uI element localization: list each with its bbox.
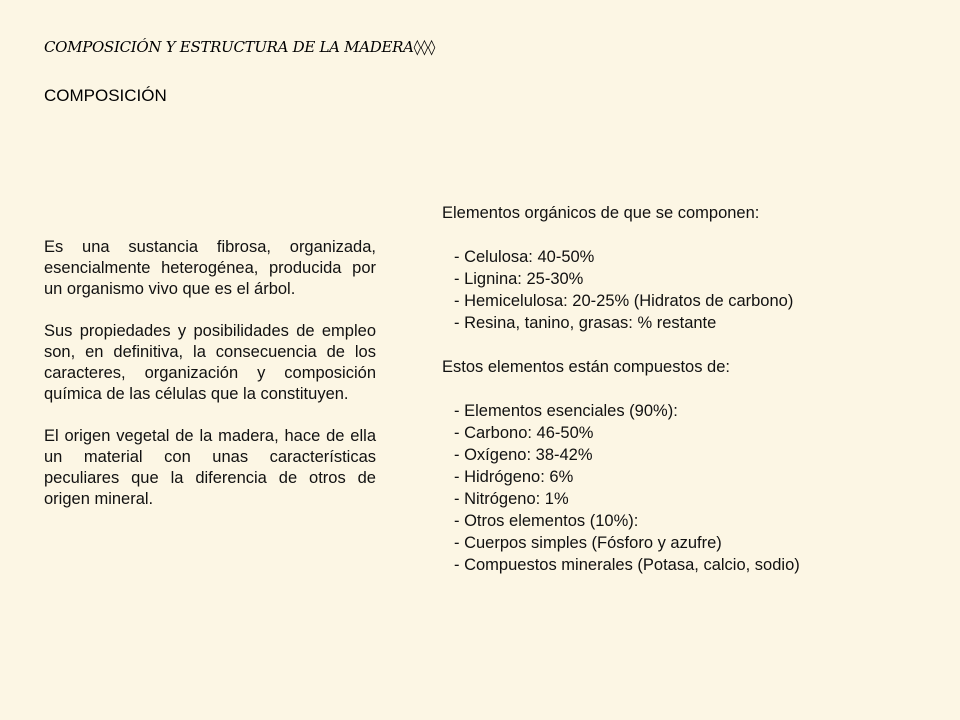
list-item: - Hemicelulosa: 20-25% (Hidratos de carbono) bbox=[454, 290, 952, 312]
list-item: - Otros elementos (10%): bbox=[454, 510, 952, 532]
list-item: - Nitrógeno: 1% bbox=[454, 488, 952, 510]
list-item: - Hidrógeno: 6% bbox=[454, 466, 952, 488]
list-item: - Cuerpos simples (Fósforo y azufre) bbox=[454, 532, 952, 554]
description-paragraph: El origen vegetal de la madera, hace de ella un material con unas características peculiares que la diferencia de otros de origen mineral. bbox=[44, 427, 376, 508]
composition-column bbox=[442, 202, 952, 598]
description-paragraph: Es una sustancia fibrosa, organizada, esencialmente heterogénea, producida por un organismo vivo que es el árbol. bbox=[44, 238, 376, 298]
organic-elements-heading: Elementos orgánicos de que se componen: bbox=[442, 204, 760, 222]
composed-elements-heading: Estos elementos están compuestos de: bbox=[442, 358, 730, 376]
list-item: - Carbono: 46-50% bbox=[454, 422, 952, 444]
composed-elements-list bbox=[442, 400, 952, 576]
organic-elements-list bbox=[442, 246, 952, 334]
list-item: - Celulosa: 40-50% bbox=[454, 246, 952, 268]
list-item: - Lignina: 25-30% bbox=[454, 268, 952, 290]
description-column bbox=[44, 237, 376, 531]
list-item: - Oxígeno: 38-42% bbox=[454, 444, 952, 466]
list-item: - Compuestos minerales (Potasa, calcio, sodio) bbox=[454, 554, 952, 576]
description-paragraph: Sus propiedades y posibilidades de empleo son, en definitiva, la consecuencia de los caracteres, organización y composición química de las células que la constituyen. bbox=[44, 322, 376, 403]
slide-title: COMPOSICIÓN Y ESTRUCTURA DE LA MADERA◊◊◊ bbox=[44, 38, 436, 56]
section-subtitle: COMPOSICIÓN bbox=[44, 86, 167, 105]
list-item: - Elementos esenciales (90%): bbox=[454, 400, 952, 422]
list-item: - Resina, tanino, grasas: % restante bbox=[454, 312, 952, 334]
